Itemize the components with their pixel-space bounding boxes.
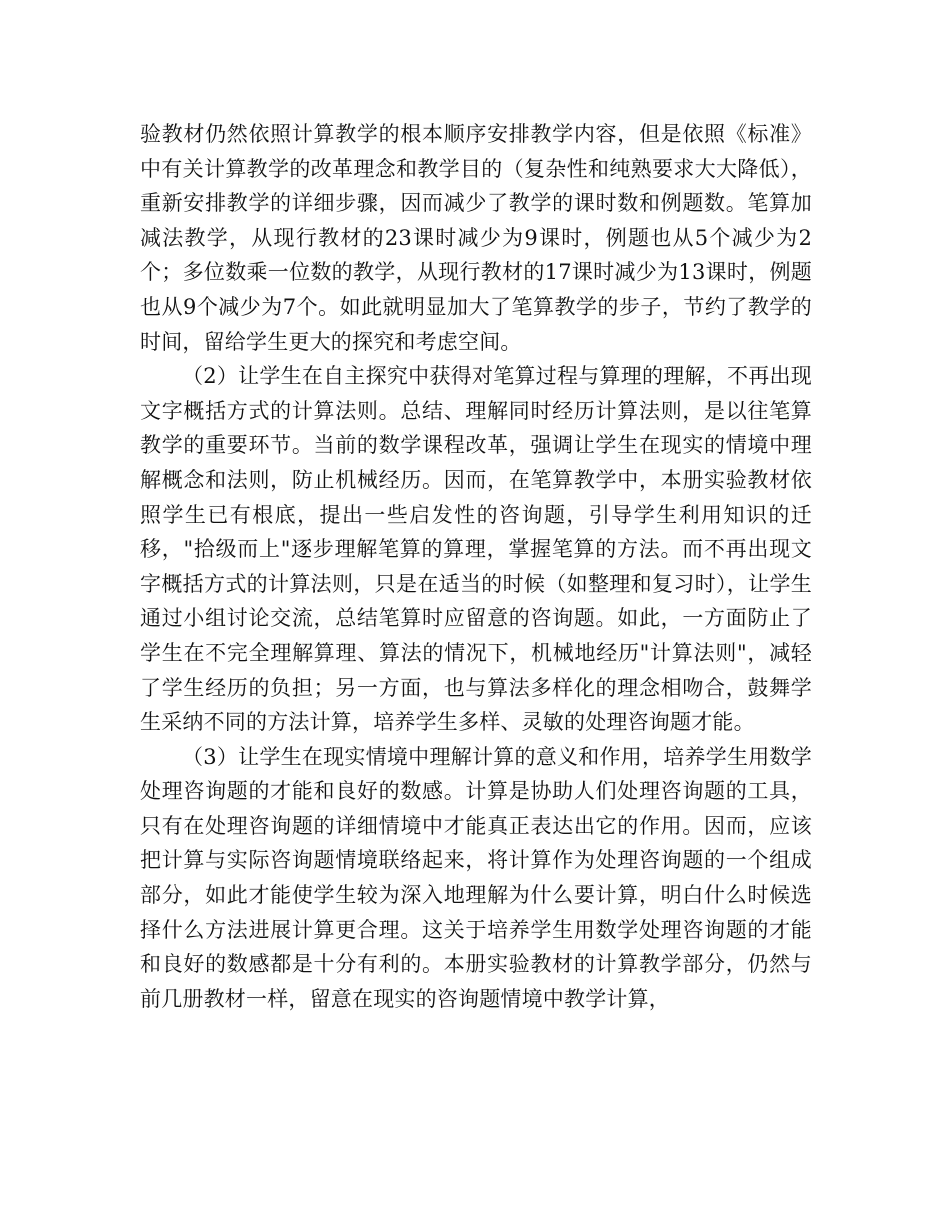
paragraph-1: 验教材仍然依照计算教学的根本顺序安排教学内容，但是依照《标准》中有关计算教学的改革理念和教学目的（复杂性和纯熟要求大大降低），重新安排教学的详细步骤，因而减少了教学的课时数和例题数。笔算加减法教学，从现行教材的23课时减少为9课时，例题也从5个减少为2个；多位数乘一位数的教学，从现行教材的17课时减少为13课时，例题也从9个减少为7个。如此就明显加大了笔算教学的步子，节约了教学的时间，留给学生更大的探究和考虑空间。 <box>140 122 812 354</box>
paragraph-3: （3）让学生在现实情境中理解计算的意义和作用，培养学生用数学处理咨询题的才能和良好的数感。计算是协助人们处理咨询题的工具，只有在处理咨询题的详细情境中才能真正表达出它的作用。因而，应该把计算与实际咨询题情境联络起来，将计算作为处理咨询题的一个组成部分，如此才能使学生较为深入地理解为什么要计算，明白什么时候选择什么方法进展计算更合理。这关于培养学生用数学处理咨询题的才能和良好的数感都是十分有利的。本册实验教材的计算教学部分，仍然与前几册教材一样，留意在现实的咨询题情境中教学计算， <box>140 744 812 1011</box>
paragraph-2: （2）让学生在自主探究中获得对笔算过程与算理的理解，不再出现文字概括方式的计算法则。总结、理解同时经历计算法则，是以往笔算教学的重要环节。当前的数学课程改革，强调让学生在现实的情境中理解概念和法则，防止机械经历。因而，在笔算教学中，本册实验教材依照学生已有根底，提出一些启发性的咨询题，引导学生利用知识的迁移，"拾级而上"逐步理解笔算的算理，掌握笔算的方法。而不再出现文字概括方式的计算法则，只是在适当的时候（如整理和复习时），让学生通过小组讨论交流，总结笔算时应留意的咨询题。如此，一方面防止了学生在不完全理解算理、算法的情况下，机械地经历"计算法则"，减轻了学生经历的负担；另一方面，也与算法多样化的理念相吻合，鼓舞学生采纳不同的方法计算，培养学生多样、灵敏的处理咨询题才能。 <box>140 364 812 735</box>
document-body <box>140 117 812 1016</box>
